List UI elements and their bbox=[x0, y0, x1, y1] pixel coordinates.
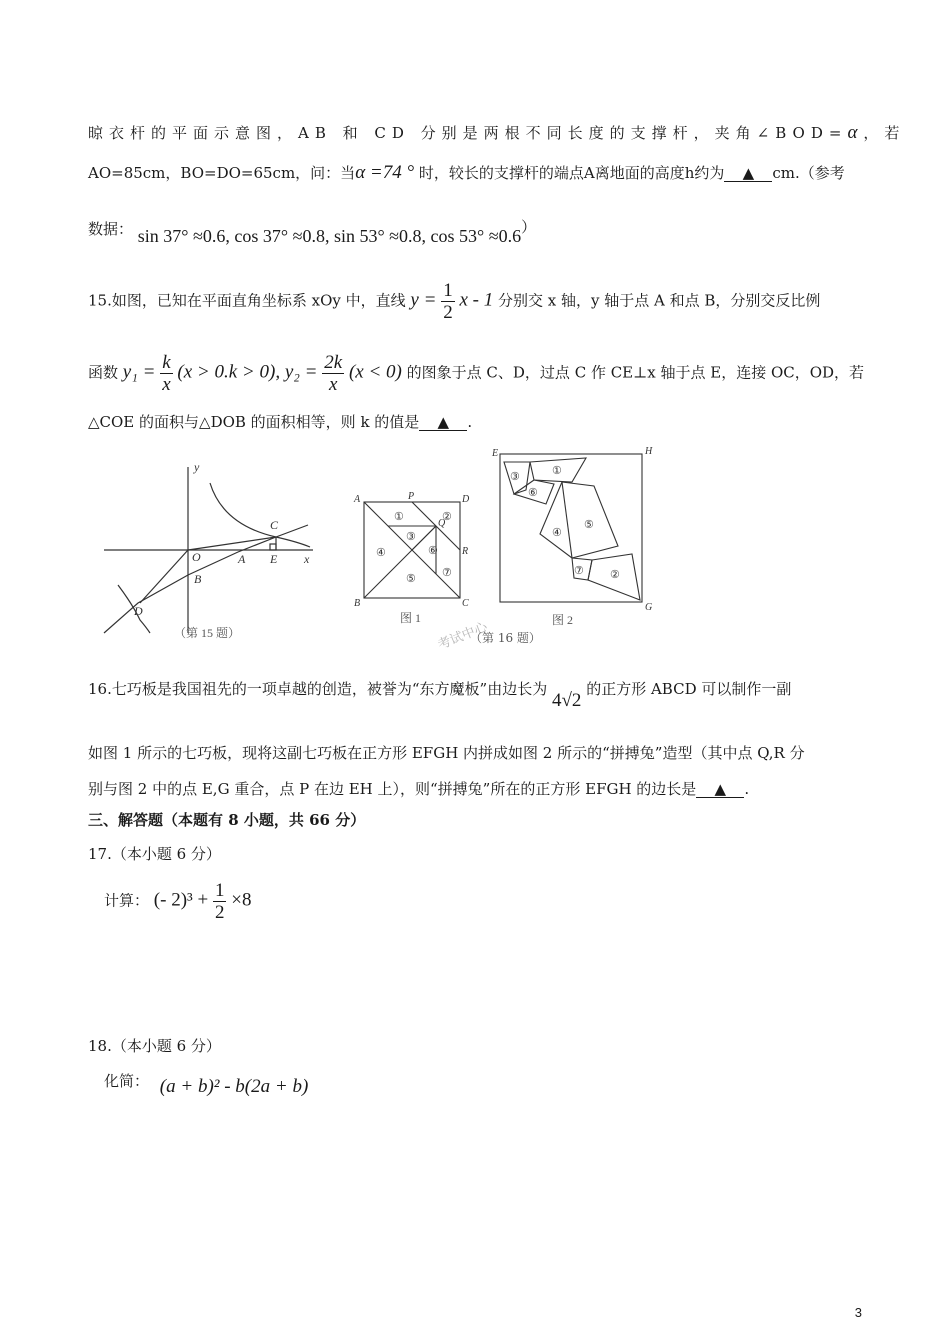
y1-lhs: y₁ = bbox=[122, 361, 156, 383]
q17-expr-pre: (- 2)³ + bbox=[153, 889, 209, 911]
label-e: E bbox=[492, 448, 499, 459]
frac-numerator: 2k bbox=[324, 352, 343, 373]
q17-body bbox=[104, 880, 251, 923]
hyperbola-branch-right bbox=[210, 483, 310, 547]
piece-2: ② bbox=[610, 569, 620, 581]
q14-text: 晾衣杆的平面示意图，AB 和 CD 分别是两根不同长度的支撑杆，夹角∠BOD= bbox=[88, 124, 848, 142]
q16-question: 别与图 2 中的点 E,G 重合，点 P 在边 EH 上），则“拼搏兔”所在的正方形 EFGH 的边长是 bbox=[88, 780, 697, 798]
q17-expr-post: ×8 bbox=[231, 889, 252, 911]
label-o: O bbox=[192, 550, 201, 564]
q14-line-1 bbox=[88, 122, 905, 144]
answer-blank: ▲ bbox=[724, 166, 772, 182]
section-3-title: 三、解答题（本题有 8 小题，共 66 分） bbox=[88, 811, 366, 829]
period: . bbox=[744, 780, 750, 798]
q16-text-2: 如图 1 所示的七巧板，现将这副七巧板在正方形 EFGH 内拼成如图 2 所示的“拼搏兔”造型（其中点 Q,R 分 bbox=[88, 744, 805, 762]
piece-5: ⑤ bbox=[406, 573, 416, 585]
trig-reference-values: sin 37° ≈0.6, cos 37° ≈0.8, sin 53° ≈0.8, cos 53° ≈0.6 bbox=[137, 226, 522, 246]
figure-16-2 bbox=[490, 442, 660, 632]
q15-line-2 bbox=[88, 352, 864, 395]
piece-2: ② bbox=[442, 511, 452, 523]
q14-unit: cm.（参考 bbox=[772, 164, 845, 182]
watermark: 考试中心 bbox=[435, 619, 490, 654]
line-eq-fraction bbox=[441, 280, 455, 323]
piece-4-5-divider bbox=[562, 482, 572, 558]
figure-15-caption: （第 15 题） bbox=[174, 626, 241, 640]
answer-blank: ▲ bbox=[696, 782, 744, 798]
frac-denominator: 2 bbox=[214, 902, 225, 923]
frac-denominator: 2 bbox=[443, 302, 453, 323]
q18-expr: (a + b)² - b(2a + b) bbox=[159, 1076, 309, 1097]
period: . bbox=[467, 413, 473, 431]
figure-2-caption: 图 2 bbox=[552, 613, 574, 627]
label-x: x bbox=[304, 552, 310, 566]
frac-denominator: x bbox=[328, 374, 338, 395]
label-b: B bbox=[354, 598, 361, 609]
figure-16-1 bbox=[352, 490, 482, 630]
q16-line-2 bbox=[88, 742, 805, 763]
q15-question: △COE 的面积与△DOB 的面积相等，则 k 的值是 bbox=[88, 413, 420, 431]
q16-text-tail: 的正方形 ABCD 可以制作一副 bbox=[586, 680, 792, 698]
y1-condition: (x > 0.k > 0), y₂ = bbox=[177, 361, 318, 383]
q17-header: 17.（本小题 6 分） bbox=[88, 845, 221, 863]
piece-3: ③ bbox=[510, 471, 520, 483]
label-b: B bbox=[194, 572, 202, 586]
piece-5: ⑤ bbox=[584, 519, 594, 531]
square-efgh bbox=[500, 454, 642, 602]
y2-fraction bbox=[322, 352, 344, 395]
q14-given: AO=85cm，BO=DO=65cm，问：当 bbox=[88, 164, 356, 182]
frac-numerator: 1 bbox=[443, 280, 453, 301]
piece-7: ⑦ bbox=[442, 567, 452, 579]
label-a: A bbox=[238, 552, 246, 566]
q14-line-3 bbox=[88, 218, 537, 246]
q15-text-tail: 的图象于点 C、D，过点 C 作 CE⊥x 轴于点 E，连接 OC，OD，若 bbox=[406, 363, 865, 382]
alpha-symbol: α bbox=[847, 122, 864, 143]
q15-line-1 bbox=[88, 280, 820, 323]
piece-4: ④ bbox=[376, 547, 386, 559]
q14-close-paren: ） bbox=[521, 218, 537, 236]
q15-text-tail: 分别交 x 轴，y 轴于点 A 和点 B，分别交反比例 bbox=[498, 291, 821, 310]
piece-7: ⑦ bbox=[574, 565, 584, 577]
answer-blank: ▲ bbox=[419, 415, 467, 431]
frac-numerator: k bbox=[162, 352, 171, 373]
frac-numerator: 1 bbox=[214, 880, 225, 901]
piece-3: ③ bbox=[406, 531, 416, 543]
label-e: E bbox=[270, 552, 278, 566]
reference-data-label: 数据： bbox=[88, 220, 134, 238]
q14-question: 时，较长的支撑杆的端点A离地面的高度h约为 bbox=[414, 164, 725, 182]
q15-func-label: 函数 bbox=[88, 363, 119, 382]
right-angle-mark bbox=[270, 544, 276, 550]
segment-oc bbox=[188, 537, 276, 550]
piece-4: ④ bbox=[552, 527, 562, 539]
q16-text: 16.七巧板是我国祖先的一项卓越的创造，被誉为“东方魔板”由边长为 bbox=[88, 680, 548, 698]
label-d: D bbox=[462, 494, 470, 505]
q17-fraction bbox=[213, 880, 227, 923]
label-h: H bbox=[645, 446, 653, 457]
y1-fraction bbox=[160, 352, 172, 395]
label-g: G bbox=[645, 602, 653, 613]
piece-6: ⑥ bbox=[528, 487, 538, 499]
piece-4-5-shape bbox=[540, 482, 618, 558]
line-eq-lhs: y = bbox=[410, 289, 437, 311]
simplify-label: 化简： bbox=[104, 1072, 150, 1090]
q15-text: 15.如图，已知在平面直角坐标系 xOy 中，直线 bbox=[88, 291, 406, 310]
q18-body bbox=[104, 1070, 309, 1097]
q18-header: 18.（本小题 6 分） bbox=[88, 1037, 221, 1055]
label-q: Q bbox=[438, 518, 446, 529]
label-p: P bbox=[408, 491, 415, 502]
q15-line-3 bbox=[88, 411, 472, 432]
label-y: y bbox=[194, 460, 200, 474]
label-c: C bbox=[462, 598, 469, 609]
compute-label: 计算： bbox=[104, 891, 150, 910]
label-c: C bbox=[270, 518, 279, 532]
label-d: D bbox=[134, 604, 143, 618]
segment-od bbox=[140, 550, 188, 603]
line-eq-rhs: x - 1 bbox=[459, 289, 494, 311]
piece-6: ⑥ bbox=[428, 545, 438, 557]
piece-1: ① bbox=[552, 465, 562, 477]
side-length-expr: 4√2 bbox=[551, 690, 582, 711]
y2-condition: (x < 0) bbox=[348, 361, 402, 383]
figure-15 bbox=[98, 455, 323, 645]
frac-denominator: x bbox=[162, 374, 171, 395]
figure-1-caption: 图 1 bbox=[400, 611, 422, 625]
q14-tail: ，若 bbox=[863, 124, 906, 142]
label-a: A bbox=[354, 494, 361, 505]
q16-line-1 bbox=[88, 678, 792, 711]
figure-16-caption: （第 16 题） bbox=[470, 631, 541, 645]
piece-1: ① bbox=[394, 511, 404, 523]
q16-line-3 bbox=[88, 778, 749, 799]
q14-line-2 bbox=[88, 162, 845, 184]
alpha-value: α =74 ° bbox=[355, 162, 415, 183]
label-r: R bbox=[462, 546, 469, 557]
page-number: 3 bbox=[854, 1305, 862, 1320]
